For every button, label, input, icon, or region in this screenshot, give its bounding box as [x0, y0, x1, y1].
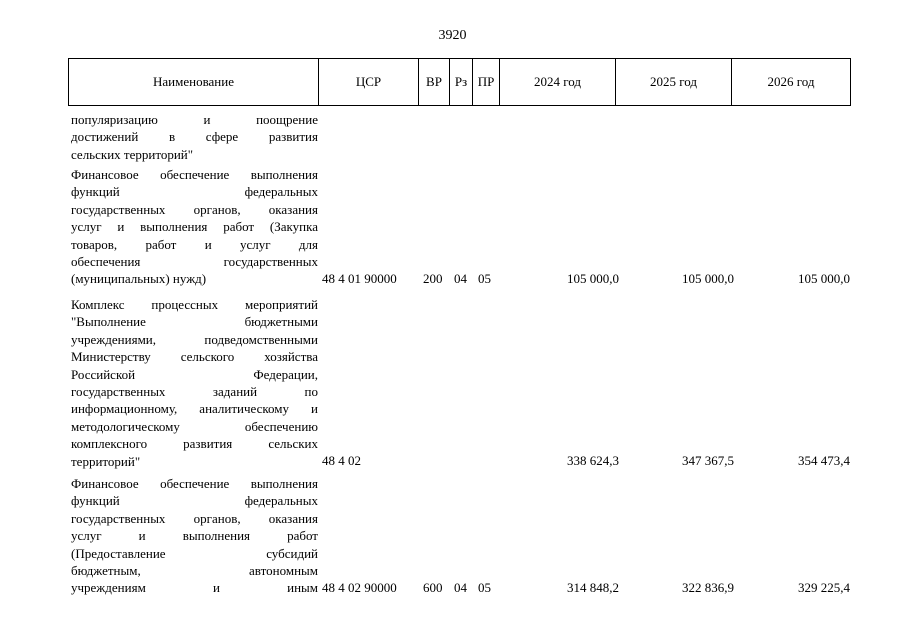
name-line: Финансовое обеспечение выполнения	[71, 476, 318, 491]
name-line: государственных органов, оказания	[71, 510, 318, 526]
row-name-continuation	[71, 111, 318, 163]
name-line: учреждениям и иным	[71, 580, 318, 596]
row-vr: 600	[423, 580, 443, 595]
header-pr: ПР	[473, 59, 500, 106]
row-rz: 04	[454, 580, 467, 595]
header-year-2026: 2026 год	[732, 59, 851, 106]
header-rz: Рз	[450, 59, 473, 106]
row-value-2024: 105 000,0	[567, 271, 619, 286]
header-year-2024: 2024 год	[500, 59, 616, 106]
name-line: государственных заданий по	[71, 383, 318, 399]
table-header	[68, 58, 851, 106]
row-name-process-complex	[71, 296, 318, 470]
name-line: функций федеральных	[71, 493, 318, 509]
page-number: 3920	[438, 28, 467, 43]
row-value-2024: 338 624,3	[567, 453, 619, 468]
row-csr: 48 4 02 90000	[322, 580, 397, 595]
name-line: обеспечения государственных	[71, 253, 318, 269]
name-line: функций федеральных	[71, 184, 318, 200]
name-line: комплексного развития сельских	[71, 436, 318, 452]
name-line: услуг и выполнения работ (Закупка	[71, 219, 318, 235]
header-vr: ВР	[419, 59, 450, 106]
name-line: товаров, работ и услуг для	[71, 236, 318, 252]
name-line: достижений в сфере развития	[71, 129, 318, 145]
row-csr: 48 4 02	[322, 453, 361, 468]
row-name-financing-procurement	[71, 166, 318, 288]
name-line: Финансовое обеспечение выполнения	[71, 167, 318, 182]
row-pr: 05	[478, 271, 491, 286]
header-year-2025: 2025 год	[616, 59, 732, 106]
name-line: территорий"	[71, 453, 141, 469]
row-value-2024: 314 848,2	[567, 580, 619, 595]
name-line: учреждениями, подведомственными	[71, 331, 318, 347]
name-line: бюджетным, автономным	[71, 562, 318, 578]
row-pr: 05	[478, 580, 491, 595]
name-line: популяризацию и поощрение	[71, 112, 318, 127]
name-line: услуг и выполнения работ	[71, 528, 318, 544]
name-line: Комплекс процессных мероприятий	[71, 297, 318, 312]
name-line: методологическому обеспечению	[71, 418, 318, 434]
row-value-2026: 354 473,4	[798, 453, 850, 468]
name-line: информационному, аналитическому и	[71, 401, 318, 417]
row-vr: 200	[423, 271, 443, 286]
row-name-financing-subsidies	[71, 475, 318, 597]
name-line: сельских территорий"	[71, 146, 194, 162]
row-value-2025: 322 836,9	[682, 580, 734, 595]
header-name: Наименование	[69, 59, 319, 106]
row-value-2026: 329 225,4	[798, 580, 850, 595]
name-line: (Предоставление субсидий	[71, 545, 318, 561]
row-value-2025: 347 367,5	[682, 453, 734, 468]
name-line: государственных органов, оказания	[71, 201, 318, 217]
row-value-2025: 105 000,0	[682, 271, 734, 286]
row-csr: 48 4 01 90000	[322, 271, 397, 286]
name-line: (муниципальных) нужд)	[71, 271, 207, 287]
header-csr: ЦСР	[319, 59, 419, 106]
name-line: "Выполнение бюджетными	[71, 314, 318, 330]
name-line: Российской Федерации,	[71, 366, 318, 382]
name-line: Министерству сельского хозяйства	[71, 349, 318, 365]
row-value-2026: 105 000,0	[798, 271, 850, 286]
row-rz: 04	[454, 271, 467, 286]
